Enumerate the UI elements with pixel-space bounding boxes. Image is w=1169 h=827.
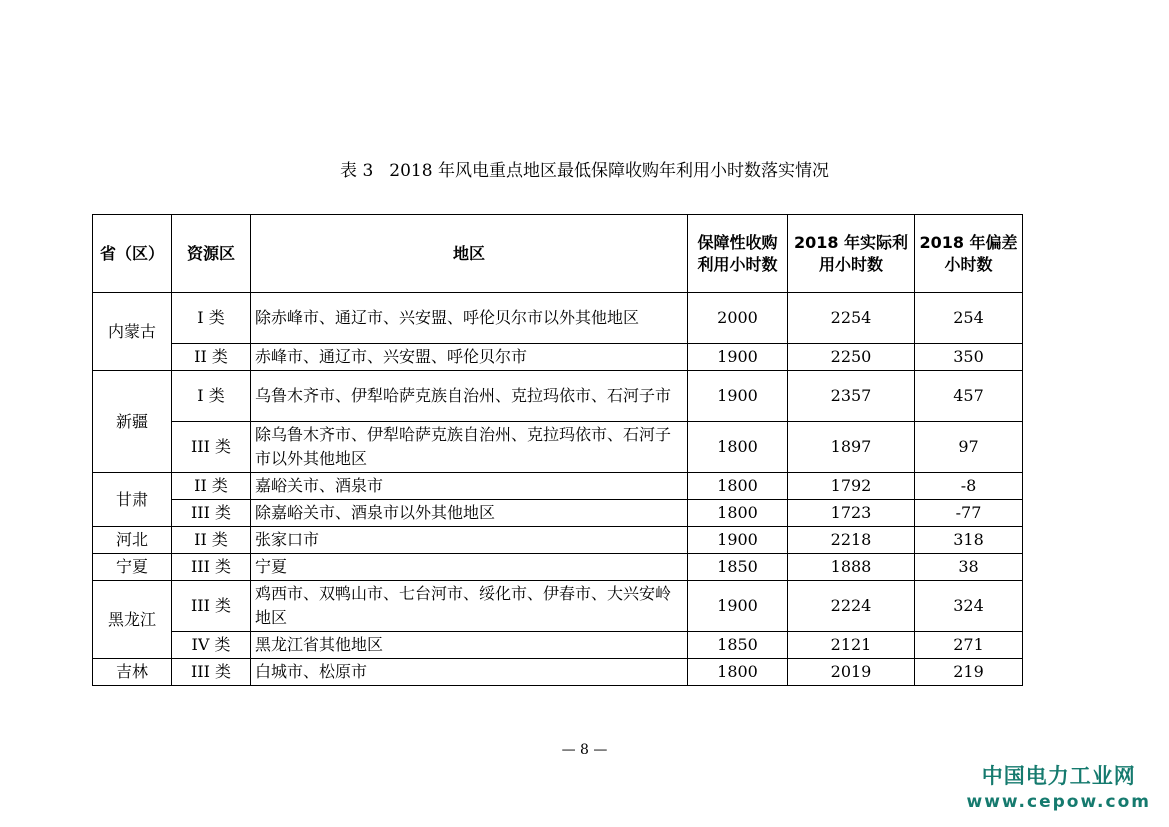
table-row bbox=[93, 293, 1023, 344]
region-cell: 鸡西市、双鸭山市、七台河市、绥化市、伊春市、大兴安岭地区 bbox=[251, 581, 688, 632]
region-cell: 嘉峪关市、酒泉市 bbox=[251, 473, 688, 500]
resource-cell: II 类 bbox=[172, 344, 251, 371]
region-cell: 乌鲁木齐市、伊犁哈萨克族自治州、克拉玛依市、石河子市 bbox=[251, 371, 688, 422]
table-row bbox=[93, 554, 1023, 581]
watermark-name: 中国电力工业网 bbox=[981, 764, 1136, 788]
table-row bbox=[93, 632, 1023, 659]
header-deviation-hours: 2018 年偏差小时数 bbox=[915, 215, 1023, 293]
guaranteed-cell: 1850 bbox=[688, 632, 788, 659]
guaranteed-cell: 1800 bbox=[688, 473, 788, 500]
header-actual-hours: 2018 年实际利用小时数 bbox=[788, 215, 915, 293]
guaranteed-cell: 2000 bbox=[688, 293, 788, 344]
province-cell: 河北 bbox=[93, 527, 172, 554]
region-cell: 除赤峰市、通辽市、兴安盟、呼伦贝尔市以外其他地区 bbox=[251, 293, 688, 344]
guaranteed-cell: 1800 bbox=[688, 500, 788, 527]
province-cell: 黑龙江 bbox=[93, 581, 172, 659]
region-cell: 除嘉峪关市、酒泉市以外其他地区 bbox=[251, 500, 688, 527]
resource-cell: III 类 bbox=[172, 422, 251, 473]
province-cell: 内蒙古 bbox=[93, 293, 172, 371]
resource-cell: IV 类 bbox=[172, 632, 251, 659]
region-cell: 除乌鲁木齐市、伊犁哈萨克族自治州、克拉玛依市、石河子市以外其他地区 bbox=[251, 422, 688, 473]
region-cell: 张家口市 bbox=[251, 527, 688, 554]
page-number: — 8 — bbox=[561, 742, 608, 758]
province-cell: 吉林 bbox=[93, 659, 172, 686]
resource-cell: I 类 bbox=[172, 293, 251, 344]
deviation-cell: 219 bbox=[915, 659, 1023, 686]
actual-cell: 1792 bbox=[788, 473, 915, 500]
watermark-url: www.cepow.com bbox=[966, 792, 1151, 812]
resource-cell: III 类 bbox=[172, 500, 251, 527]
resource-cell: I 类 bbox=[172, 371, 251, 422]
actual-cell: 1897 bbox=[788, 422, 915, 473]
guaranteed-cell: 1800 bbox=[688, 422, 788, 473]
resource-cell: II 类 bbox=[172, 527, 251, 554]
guaranteed-cell: 1900 bbox=[688, 371, 788, 422]
table-row bbox=[93, 473, 1023, 500]
resource-cell: III 类 bbox=[172, 659, 251, 686]
table-row bbox=[93, 371, 1023, 422]
actual-cell: 2224 bbox=[788, 581, 915, 632]
province-cell: 甘肃 bbox=[93, 473, 172, 527]
actual-cell: 2250 bbox=[788, 344, 915, 371]
deviation-cell: 97 bbox=[915, 422, 1023, 473]
table-header-row bbox=[93, 215, 1023, 293]
table-row bbox=[93, 500, 1023, 527]
deviation-cell: 324 bbox=[915, 581, 1023, 632]
actual-cell: 2218 bbox=[788, 527, 915, 554]
actual-cell: 2254 bbox=[788, 293, 915, 344]
region-cell: 黑龙江省其他地区 bbox=[251, 632, 688, 659]
guaranteed-cell: 1850 bbox=[688, 554, 788, 581]
table-row bbox=[93, 581, 1023, 632]
deviation-cell: 254 bbox=[915, 293, 1023, 344]
region-cell: 赤峰市、通辽市、兴安盟、呼伦贝尔市 bbox=[251, 344, 688, 371]
actual-cell: 2121 bbox=[788, 632, 915, 659]
deviation-cell: 271 bbox=[915, 632, 1023, 659]
watermark-logo bbox=[967, 760, 1152, 812]
table-caption-title: 2018 年风电重点地区最低保障收购年利用小时数落实情况 bbox=[389, 161, 829, 181]
table-row bbox=[93, 527, 1023, 554]
table-row bbox=[93, 659, 1023, 686]
region-cell: 宁夏 bbox=[251, 554, 688, 581]
deviation-cell: -8 bbox=[915, 473, 1023, 500]
header-region: 地区 bbox=[251, 215, 688, 293]
province-cell: 宁夏 bbox=[93, 554, 172, 581]
resource-cell: II 类 bbox=[172, 473, 251, 500]
resource-cell: III 类 bbox=[172, 554, 251, 581]
resource-cell: III 类 bbox=[172, 581, 251, 632]
guaranteed-cell: 1900 bbox=[688, 527, 788, 554]
actual-cell: 1723 bbox=[788, 500, 915, 527]
actual-cell: 2357 bbox=[788, 371, 915, 422]
table-row bbox=[93, 422, 1023, 473]
guaranteed-cell: 1900 bbox=[688, 581, 788, 632]
table-caption-label: 表 3 bbox=[340, 161, 374, 181]
deviation-cell: -77 bbox=[915, 500, 1023, 527]
header-resource-zone: 资源区 bbox=[172, 215, 251, 293]
guaranteed-cell: 1900 bbox=[688, 344, 788, 371]
province-cell: 新疆 bbox=[93, 371, 172, 473]
actual-cell: 2019 bbox=[788, 659, 915, 686]
guaranteed-cell: 1800 bbox=[688, 659, 788, 686]
header-province: 省（区） bbox=[93, 215, 172, 293]
table-caption bbox=[0, 156, 1169, 181]
table-row bbox=[93, 344, 1023, 371]
region-cell: 白城市、松原市 bbox=[251, 659, 688, 686]
wind-power-hours-table bbox=[92, 214, 1023, 686]
deviation-cell: 457 bbox=[915, 371, 1023, 422]
deviation-cell: 350 bbox=[915, 344, 1023, 371]
actual-cell: 1888 bbox=[788, 554, 915, 581]
deviation-cell: 318 bbox=[915, 527, 1023, 554]
deviation-cell: 38 bbox=[915, 554, 1023, 581]
header-guaranteed-hours: 保障性收购利用小时数 bbox=[688, 215, 788, 293]
